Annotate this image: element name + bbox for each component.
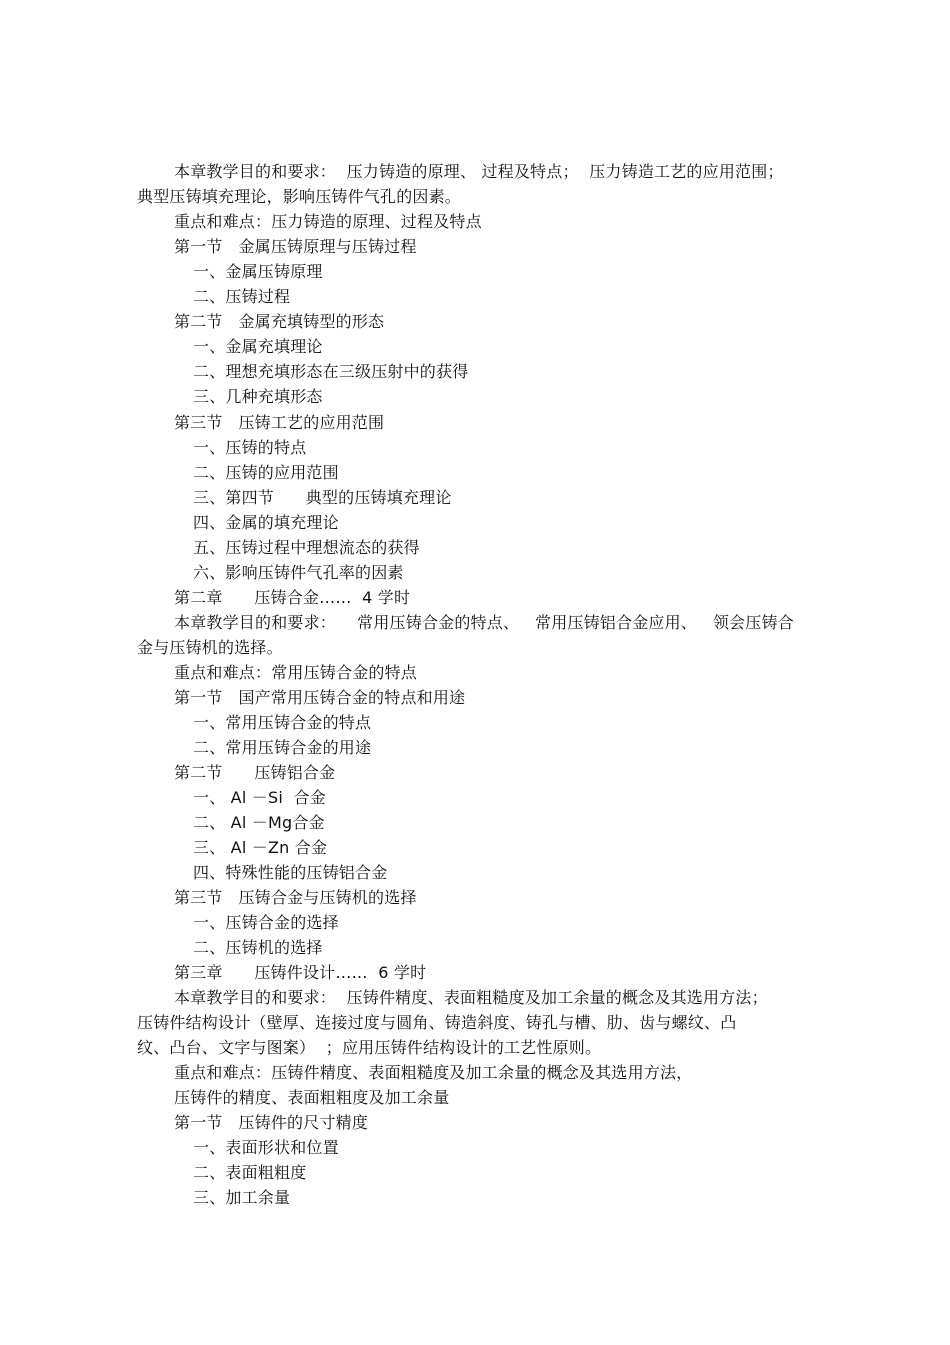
outline-item: 二、表面粗粗度 [193,1163,307,1182]
outline-item: 二、常用压铸合金的用途 [193,738,372,757]
objective-paragraph-line: 本章教学目的和要求： 压铸件精度、表面粗糙度及加工余量的概念及其选用方法； [174,988,768,1007]
outline-item: 一、金属压铸原理 [193,262,323,281]
outline-item: 五、压铸过程中理想流态的获得 [193,538,420,557]
outline-item: 一、压铸的特点 [193,438,307,457]
objective-paragraph-continuation: 典型压铸填充理论，影响压铸件气孔的因素。 [137,187,462,206]
section-heading: 第三节 压铸合金与压铸机的选择 [174,888,417,907]
outline-item: 三、加工余量 [193,1188,291,1207]
key-points-line: 压铸件的精度、表面粗粗度及加工余量 [174,1088,450,1107]
section-heading: 第三节 压铸工艺的应用范围 [174,413,385,432]
outline-item: 一、表面形状和位置 [193,1138,339,1157]
section-heading: 第一节 压铸件的尺寸精度 [174,1113,369,1132]
outline-item: 一、 Al －Si 合金 [193,788,326,807]
key-points-line: 重点和难点：常用压铸合金的特点 [174,663,418,682]
outline-item: 六、影响压铸件气孔率的因素 [193,563,404,582]
outline-item: 一、金属充填理论 [193,337,323,356]
outline-item: 一、常用压铸合金的特点 [193,713,372,732]
outline-item: 三、几种充填形态 [193,387,323,406]
chapter-heading: 第三章 压铸件设计…… 6 学时 [174,963,427,982]
section-heading: 第一节 国产常用压铸合金的特点和用途 [174,688,466,707]
outline-item: 二、 Al －Mg合金 [193,813,325,832]
outline-item: 三、 Al －Zn 合金 [193,838,328,857]
objective-paragraph-continuation: 纹、凸台、文字与图案） ；应用压铸件结构设计的工艺性原则。 [137,1038,602,1057]
chapter-heading: 第二章 压铸合金…… 4 学时 [174,588,411,607]
outline-item: 四、金属的填充理论 [193,513,339,532]
outline-item: 二、理想充填形态在三级压射中的获得 [193,362,469,381]
outline-item: 三、第四节 典型的压铸填充理论 [193,488,452,507]
outline-item: 二、压铸的应用范围 [193,463,339,482]
objective-paragraph-continuation: 金与压铸机的选择。 [137,638,283,657]
section-heading: 第一节 金属压铸原理与压铸过程 [174,237,417,256]
section-heading: 第二节 压铸铝合金 [174,763,336,782]
key-points-line: 重点和难点：压铸件精度、表面粗糙度及加工余量的概念及其选用方法， [174,1063,693,1082]
outline-item: 四、特殊性能的压铸铝合金 [193,863,388,882]
key-points-line: 重点和难点：压力铸造的原理、过程及特点 [174,212,482,231]
section-heading: 第二节 金属充填铸型的形态 [174,312,385,331]
outline-item: 二、压铸机的选择 [193,938,323,957]
outline-item: 一、压铸合金的选择 [193,913,339,932]
objective-paragraph-line: 本章教学目的和要求： 常用压铸合金的特点、 常用压铸铝合金应用、 领会压铸合 [174,613,794,632]
outline-item: 二、压铸过程 [193,287,291,306]
objective-paragraph-line: 本章教学目的和要求： 压力铸造的原理、 过程及特点； 压力铸造工艺的应用范围； [174,162,784,181]
objective-paragraph-continuation: 压铸件结构设计（壁厚、连接过度与圆角、铸造斜度、铸孔与槽、肋、齿与螺纹、凸 [137,1013,737,1032]
